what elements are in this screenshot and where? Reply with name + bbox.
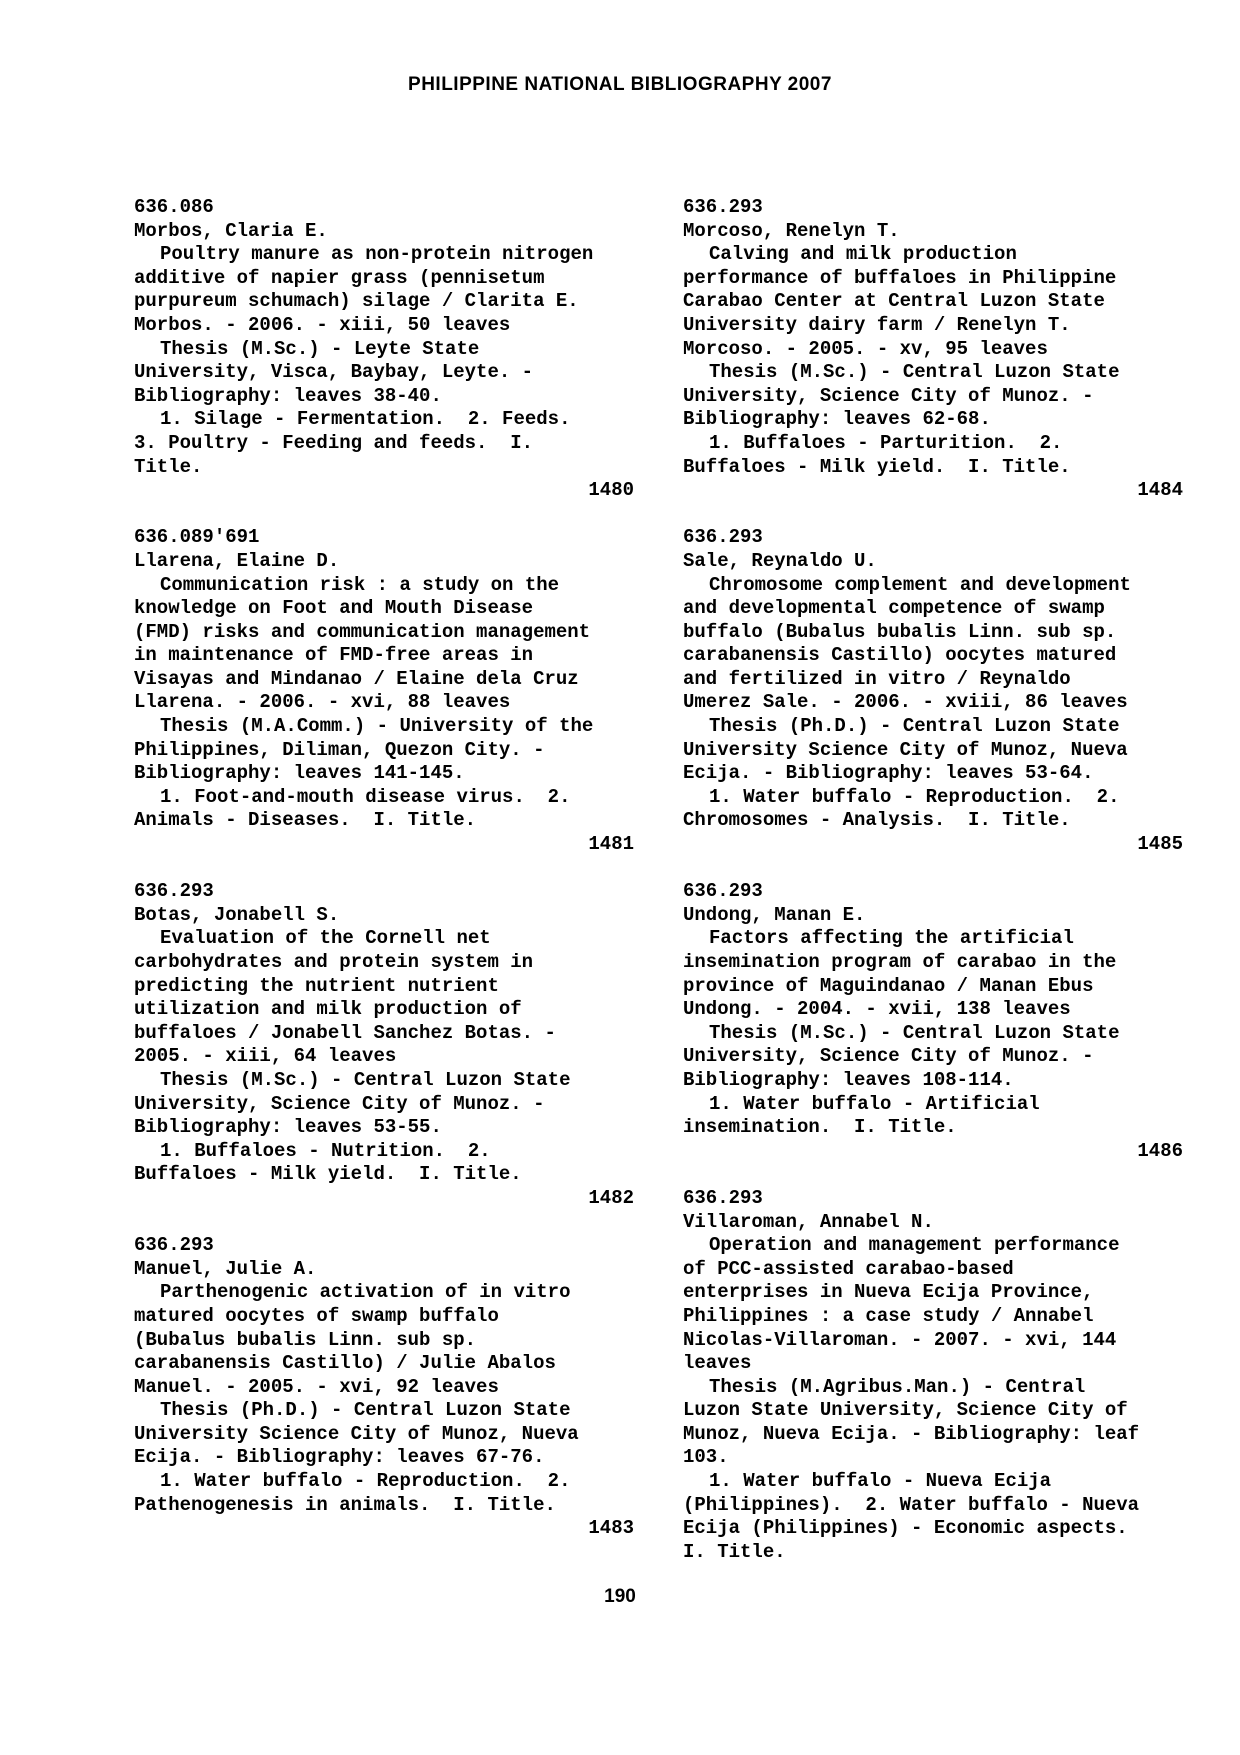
subject-line: Chromosomes - Analysis. I. Title. xyxy=(683,809,1071,832)
subject-line: 3. Poultry - Feeding and feeds. I. xyxy=(134,431,534,454)
entry-number: 1483 xyxy=(588,1517,634,1540)
note-line: Philippines, Diliman, Quezon City. - xyxy=(134,738,545,761)
subject-line: 1. Buffaloes - Nutrition. 2. xyxy=(160,1139,491,1162)
note-line: 103. xyxy=(683,1446,729,1469)
note-line: Thesis (M.Sc.) - Leyte State xyxy=(160,337,480,360)
title-statement-line: (Bubalus bubalis Linn. sub sp. xyxy=(134,1328,477,1351)
title-statement-line: in maintenance of FMD-free areas in xyxy=(134,644,534,667)
subject-line: Ecija (Philippines) - Economic aspects. xyxy=(683,1517,1128,1540)
note-line: Thesis (M.A.Comm.) - University of the xyxy=(160,715,594,738)
note-line: Bibliography: leaves 38-40. xyxy=(134,384,442,407)
note-line: University, Science City of Munoz. - xyxy=(683,384,1094,407)
subject-line: 1. Water buffalo - Reproduction. 2. xyxy=(709,785,1120,808)
note-line: University, Science City of Munoz. - xyxy=(134,1092,545,1115)
class-number: 636.293 xyxy=(683,1186,763,1209)
bibliographic-entry xyxy=(683,196,1183,503)
page-header: PHILIPPINE NATIONAL BIBLIOGRAPHY 2007 xyxy=(408,74,832,95)
title-statement-line: knowledge on Foot and Mouth Disease xyxy=(134,597,534,620)
subject-line: 1. Water buffalo - Reproduction. 2. xyxy=(160,1470,571,1493)
note-line: Thesis (Ph.D.) - Central Luzon State xyxy=(160,1399,571,1422)
note-line: Ecija. - Bibliography: leaves 67-76. xyxy=(134,1446,545,1469)
title-statement-line: additive of napier grass (pennisetum xyxy=(134,266,545,289)
title-statement-line: province of Maguindanao / Manan Ebus xyxy=(683,974,1094,997)
title-statement-line: predicting the nutrient nutrient xyxy=(134,974,499,997)
title-statement-line: and fertilized in vitro / Reynaldo xyxy=(683,667,1071,690)
title-statement-line: Llarena. - 2006. - xvi, 88 leaves xyxy=(134,691,511,714)
bibliographic-entry xyxy=(683,880,1183,1163)
note-line: Thesis (M.Sc.) - Central Luzon State xyxy=(160,1068,571,1091)
right-column xyxy=(683,196,1183,1588)
bibliographic-entry xyxy=(683,1187,1183,1565)
title-statement-line: Evaluation of the Cornell net xyxy=(160,927,491,950)
title-statement-line: Morcoso. - 2005. - xv, 95 leaves xyxy=(683,337,1048,360)
entry-number: 1484 xyxy=(1137,479,1183,502)
bibliographic-entry xyxy=(134,196,634,503)
author-heading: Villaroman, Annabel N. xyxy=(683,1210,934,1233)
class-number: 636.293 xyxy=(683,880,763,903)
subject-line: Buffaloes - Milk yield. I. Title. xyxy=(683,455,1071,478)
note-line: Bibliography: leaves 53-55. xyxy=(134,1116,442,1139)
page-number: 190 xyxy=(604,1586,636,1607)
title-statement-line: carabanensis Castillo) / Julie Abalos xyxy=(134,1352,556,1375)
subject-line: (Philippines). 2. Water buffalo - Nueva xyxy=(683,1493,1140,1516)
class-number: 636.293 xyxy=(683,526,763,549)
title-statement-line: buffalo (Bubalus bubalis Linn. sub sp. xyxy=(683,620,1117,643)
note-line: Thesis (M.Sc.) - Central Luzon State xyxy=(709,361,1120,384)
subject-line: 1. Water buffalo - Nueva Ecija xyxy=(709,1470,1052,1493)
title-statement-line: purpureum schumach) silage / Clarita E. xyxy=(134,290,579,313)
title-statement-line: carbohydrates and protein system in xyxy=(134,951,534,973)
entry-number: 1485 xyxy=(1137,833,1183,856)
left-column xyxy=(134,196,634,1564)
class-number: 636.293 xyxy=(683,196,763,218)
title-statement-line: Nicolas-Villaroman. - 2007. - xvi, 144 xyxy=(683,1328,1117,1351)
note-line: Bibliography: leaves 108-114. xyxy=(683,1068,1014,1091)
subject-line: Pathenogenesis in animals. I. Title. xyxy=(134,1493,556,1516)
subject-line: insemination. I. Title. xyxy=(683,1116,957,1139)
class-number: 636.089'691 xyxy=(134,526,260,549)
title-statement-line: Calving and milk production xyxy=(709,243,1017,266)
title-statement-line: Manuel. - 2005. - xvi, 92 leaves xyxy=(134,1375,499,1398)
author-heading: Llarena, Elaine D. xyxy=(134,549,340,572)
subject-line: 1. Silage - Fermentation. 2. Feeds. xyxy=(160,408,571,431)
class-number: 636.293 xyxy=(134,880,214,903)
subject-line: 1. Foot-and-mouth disease virus. 2. xyxy=(160,785,571,808)
author-heading: Morbos, Claria E. xyxy=(134,219,328,242)
class-number: 636.086 xyxy=(134,196,214,218)
title-statement-line: utilization and milk production of xyxy=(134,998,522,1021)
title-statement-line: (FMD) risks and communication management xyxy=(134,620,591,643)
bibliographic-entry xyxy=(683,526,1183,856)
title-statement-line: Chromosome complement and development xyxy=(709,573,1131,596)
subject-line: I. Title. xyxy=(683,1540,786,1563)
author-heading: Sale, Reynaldo U. xyxy=(683,549,877,572)
entry-number: 1481 xyxy=(588,833,634,856)
note-line: Thesis (M.Sc.) - Central Luzon State xyxy=(709,1021,1120,1044)
title-statement-line: Undong. - 2004. - xvii, 138 leaves xyxy=(683,998,1071,1021)
title-statement-line: Umerez Sale. - 2006. - xviii, 86 leaves xyxy=(683,691,1128,714)
title-statement-line: buffaloes / Jonabell Sanchez Botas. - xyxy=(134,1021,556,1044)
title-statement-line: Communication risk : a study on the xyxy=(160,573,560,596)
title-statement-line: enterprises in Nueva Ecija Province, xyxy=(683,1281,1094,1304)
title-statement-line: 2005. - xiii, 64 leaves xyxy=(134,1045,397,1068)
note-line: University, Visca, Baybay, Leyte. - xyxy=(134,361,534,384)
author-heading: Botas, Jonabell S. xyxy=(134,903,340,926)
title-statement-line: Visayas and Mindanao / Elaine dela Cruz xyxy=(134,667,579,690)
bibliographic-entry xyxy=(134,526,634,856)
note-line: Ecija. - Bibliography: leaves 53-64. xyxy=(683,762,1094,785)
note-line: Bibliography: leaves 62-68. xyxy=(683,408,991,431)
note-line: Thesis (M.Agribus.Man.) - Central xyxy=(709,1375,1086,1398)
subject-line: 1. Water buffalo - Artificial xyxy=(709,1092,1040,1115)
title-statement-line: performance of buffaloes in Philippine xyxy=(683,266,1117,289)
subject-line: Buffaloes - Milk yield. I. Title. xyxy=(134,1163,522,1186)
note-line: Munoz, Nueva Ecija. - Bibliography: leaf xyxy=(683,1422,1140,1445)
subject-line: Animals - Diseases. I. Title. xyxy=(134,809,477,832)
title-statement-line: of PCC-assisted carabao-based xyxy=(683,1257,1014,1280)
title-statement-line: Morbos. - 2006. - xiii, 50 leaves xyxy=(134,313,511,336)
entry-number: 1482 xyxy=(588,1186,634,1209)
bibliographic-entry xyxy=(134,880,634,1210)
title-statement-line: Poultry manure as non-protein nitrogen xyxy=(160,243,594,266)
title-statement-line: Parthenogenic activation of in vitro xyxy=(160,1281,571,1304)
title-statement-line: University dairy farm / Renelyn T. xyxy=(683,313,1071,336)
note-line: Luzon State University, Science City of xyxy=(683,1399,1128,1422)
class-number: 636.293 xyxy=(134,1234,214,1257)
title-statement-line: Philippines : a case study / Annabel xyxy=(683,1304,1094,1327)
author-heading: Undong, Manan E. xyxy=(683,903,866,926)
title-statement-line: insemination program of carabao in the xyxy=(683,951,1117,973)
note-line: University Science City of Munoz, Nueva xyxy=(134,1422,579,1445)
title-statement-line: Factors affecting the artificial xyxy=(709,927,1074,950)
author-heading: Manuel, Julie A. xyxy=(134,1257,317,1280)
note-line: University Science City of Munoz, Nueva xyxy=(683,738,1128,761)
entry-number: 1480 xyxy=(588,479,634,502)
title-statement-line: carabanensis Castillo) oocytes matured xyxy=(683,644,1117,667)
author-heading: Morcoso, Renelyn T. xyxy=(683,219,900,242)
note-line: University, Science City of Munoz. - xyxy=(683,1045,1094,1068)
title-statement-line: matured oocytes of swamp buffalo xyxy=(134,1304,499,1327)
title-statement-line: and developmental competence of swamp xyxy=(683,597,1105,620)
note-line: Bibliography: leaves 141-145. xyxy=(134,762,465,785)
bibliographic-entry xyxy=(134,1234,634,1541)
subject-line: Title. xyxy=(134,455,203,478)
title-statement-line: Operation and management performance xyxy=(709,1234,1120,1257)
subject-line: 1. Buffaloes - Parturition. 2. xyxy=(709,431,1063,454)
title-statement-line: Carabao Center at Central Luzon State xyxy=(683,290,1105,313)
entry-number: 1486 xyxy=(1137,1139,1183,1162)
title-statement-line: leaves xyxy=(683,1352,752,1375)
note-line: Thesis (Ph.D.) - Central Luzon State xyxy=(709,715,1120,738)
